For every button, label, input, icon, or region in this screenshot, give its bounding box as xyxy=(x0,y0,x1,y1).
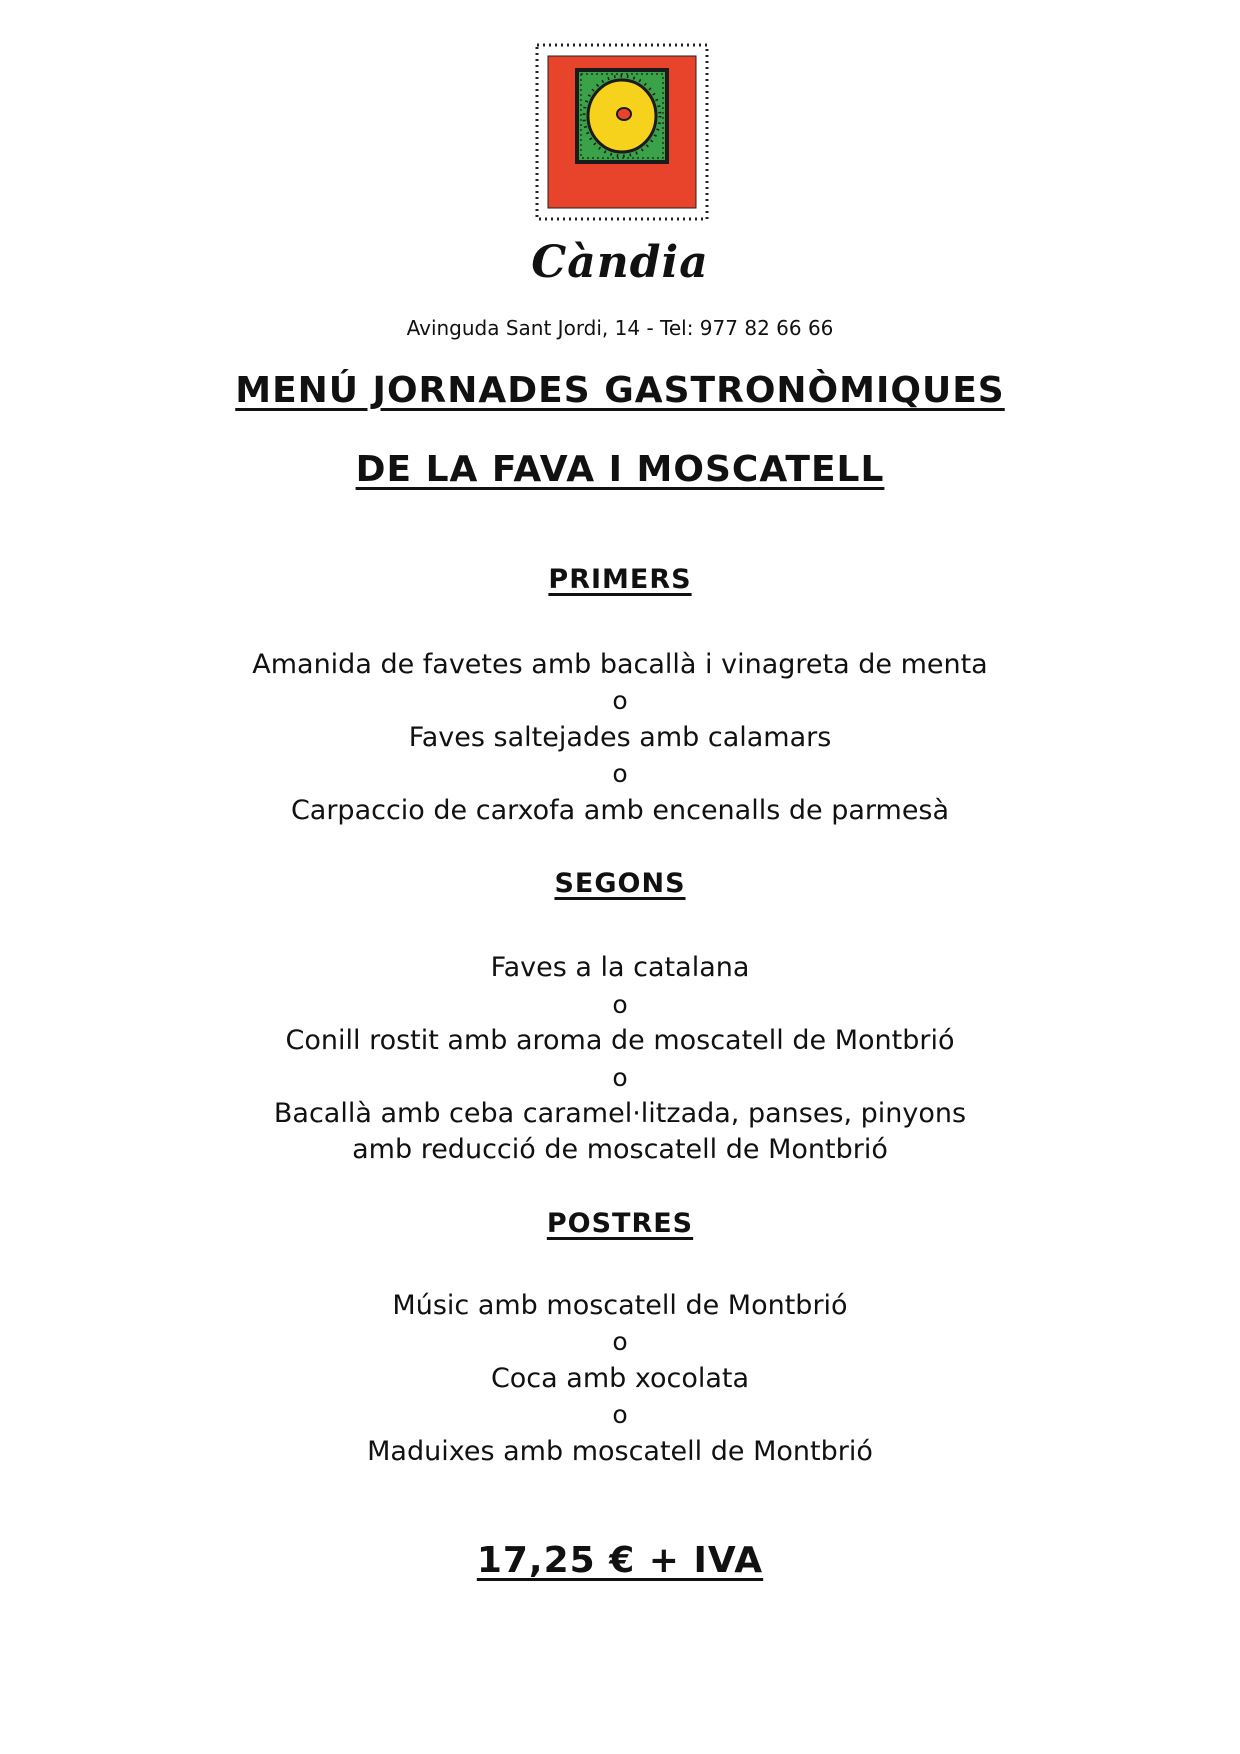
address-line: Avinguda Sant Jordi, 14 - Tel: 977 82 66 66 xyxy=(406,316,834,340)
separator: o xyxy=(612,1327,628,1356)
menu-item: Amanida de favetes amb bacallà i vinagreta de menta xyxy=(252,649,988,680)
section-title-postres: POSTRES xyxy=(546,1208,694,1239)
menu-item: Coca amb xocolata xyxy=(490,1363,750,1394)
separator: o xyxy=(612,686,628,715)
separator: o xyxy=(612,990,628,1019)
menu-item: Músic amb moscatell de Montbrió xyxy=(392,1290,848,1321)
menu-item: Faves a la catalana xyxy=(490,952,750,983)
sun-quilt-logo-icon xyxy=(534,42,710,222)
separator: o xyxy=(612,1063,628,1092)
menu-title-line-1: MENÚ JORNADES GASTRONÒMIQUES xyxy=(235,370,1005,411)
separator: o xyxy=(612,1400,628,1429)
menu-title-line-2: DE LA FAVA I MOSCATELL xyxy=(355,449,885,490)
menu-item: amb reducció de moscatell de Montbrió xyxy=(352,1134,888,1165)
separator: o xyxy=(612,759,628,788)
menu-price: 17,25 € + IVA xyxy=(476,1540,764,1581)
menu-item: Bacallà amb ceba caramel·litzada, panses, pinyons xyxy=(273,1098,967,1129)
menu-item: Conill rostit amb aroma de moscatell de Montbrió xyxy=(285,1025,955,1056)
section-title-primers: PRIMERS xyxy=(548,564,692,595)
menu-item: Faves saltejades amb calamars xyxy=(408,722,832,753)
menu-item: Carpaccio de carxofa amb encenalls de parmesà xyxy=(290,795,950,826)
section-title-segons: SEGONS xyxy=(554,868,686,899)
brand-name: Càndia xyxy=(531,237,709,288)
menu-item: Maduixes amb moscatell de Montbrió xyxy=(367,1436,873,1467)
